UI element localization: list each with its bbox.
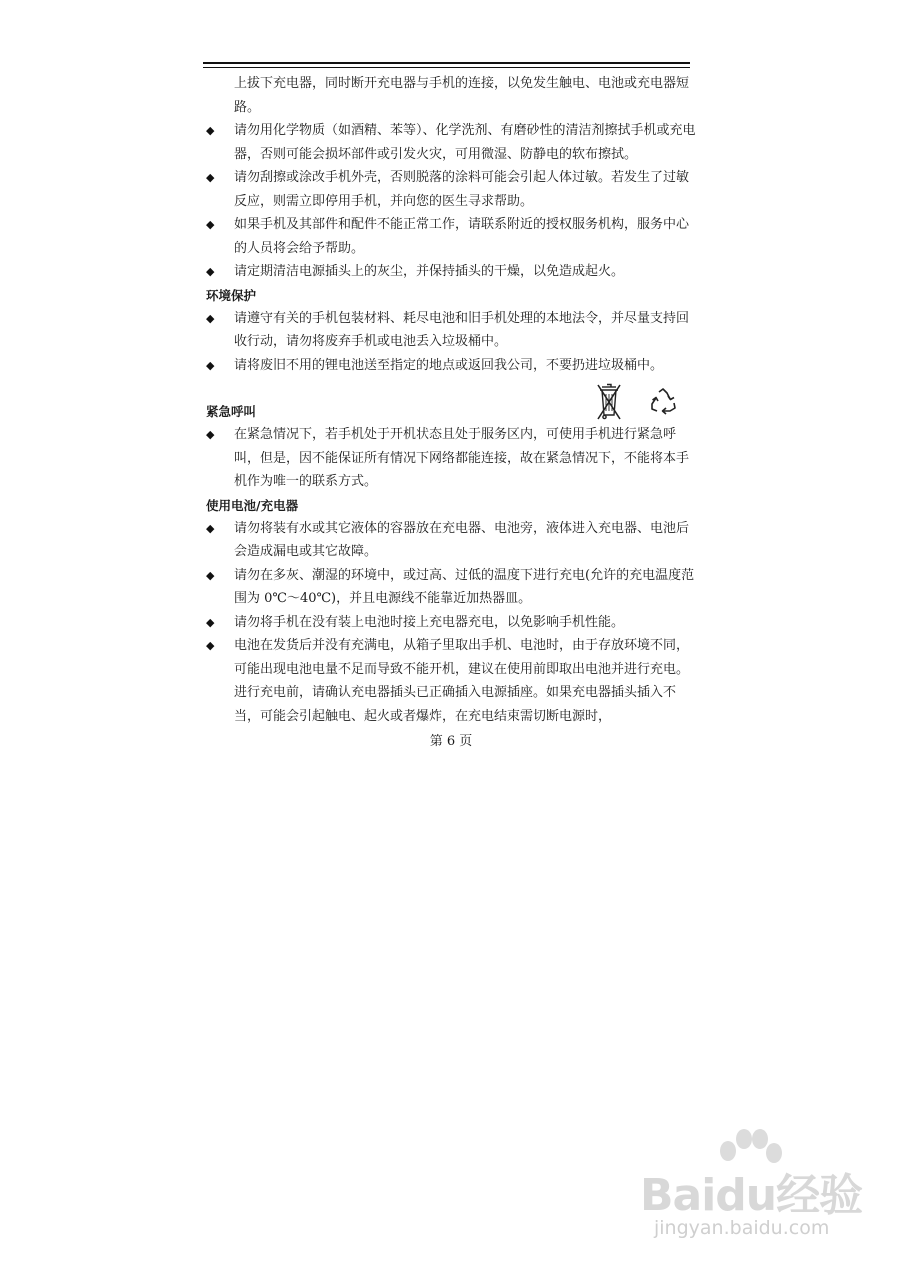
- bullet-item: [206, 260, 696, 284]
- header-rule: [203, 62, 690, 64]
- section-heading-battery: 使用电池/充电器: [206, 497, 299, 513]
- bullet-item: [206, 213, 696, 260]
- diamond-bullet-icon: ◆: [206, 639, 215, 652]
- diamond-bullet-icon: ◆: [206, 311, 215, 325]
- watermark-brand: Baidu经验: [640, 1170, 863, 1221]
- bullet-text: 请将废旧不用的锂电池送至指定的地点或返回我公司，不要扔进垃圾桶中。: [234, 357, 664, 373]
- paragraph-text: 上拔下充电器，同时断开充电器与手机的连接，以免发生触电、电池或充电器短路。: [234, 76, 690, 115]
- bullet-text: 在紧急情况下，若手机处于开机状态且处于服务区内，可使用手机进行紧急呼叫，但是，因不能保证所有情况下网络都能连接，故在紧急情况下，不能将本手机作为唯一的联系方式。: [234, 427, 690, 489]
- diamond-bullet-icon: ◆: [206, 568, 215, 582]
- diamond-bullet-icon: ◆: [206, 615, 215, 629]
- diamond-bullet-icon: ◆: [206, 265, 215, 278]
- bullet-item: [206, 634, 696, 728]
- watermark-url: jingyan.baidu.com: [654, 1217, 830, 1239]
- bullet-text: 电池在发货后并没有充满电，从箱子里取出手机、电池时，由于存放环境不同，可能出现电池电量不足而导致不能开机，建议在使用前即取出电池并进行充电。进行充电前，请确认充电器插头已正确插入电源插座。如果充电器插头插入不当，可能会引起触电、起火或者爆炸，在充电结束需切断电源时，: [234, 638, 690, 724]
- bullet-text: 请勿刮擦或涂改手机外壳，否则脱落的涂料可能会引起人体过敏。若发生了过敏反应，则需立即停用手机，并向您的医生寻求帮助。: [234, 170, 690, 209]
- bullet-text: 请勿在多灰、潮湿的环境中，或过高、过低的温度下进行充电(允许的充电温度范围为 0℃～40℃)，并且电源线不能靠近加热器皿。: [234, 567, 695, 606]
- bullet-text: 如果手机及其部件和配件不能正常工作，请联系附近的授权服务机构，服务中心的人员将会给予帮助。: [234, 217, 690, 256]
- bullet-text: 请勿将装有水或其它液体的容器放在充电器、电池旁，液体进入充电器、电池后会造成漏电或其它故障。: [234, 520, 690, 559]
- bullet-item: [206, 564, 696, 611]
- diamond-bullet-icon: ◆: [206, 171, 215, 184]
- bullet-item: [206, 611, 696, 635]
- disposal-icons: [596, 383, 678, 421]
- bullet-text: 请定期清洁电源插头上的灰尘，并保持插头的干燥，以免造成起火。: [234, 264, 625, 279]
- bullet-item: [206, 517, 696, 564]
- section-heading-emergency: 紧急呼叫: [206, 404, 257, 419]
- diamond-bullet-icon: ◆: [206, 358, 215, 372]
- diamond-bullet-icon: ◆: [206, 124, 215, 137]
- document-body: [206, 72, 696, 753]
- bullet-item: [206, 354, 696, 378]
- bullet-item: [206, 166, 696, 213]
- bullet-item: [206, 119, 696, 166]
- recycle-icon: [648, 387, 678, 417]
- emergency-heading-row: [206, 377, 696, 423]
- watermark: [640, 1135, 890, 1255]
- diamond-bullet-icon: ◆: [206, 428, 215, 441]
- bullet-text: 请勿用化学物质（如酒精、苯等）、化学洗剂、有磨砂性的清洁剂擦拭手机或充电器，否则可能会损坏部件或引发火灾，可用微湿、防静电的软布擦拭。: [234, 123, 696, 162]
- diamond-bullet-icon: ◆: [206, 218, 215, 231]
- section-heading-environment: 环境保护: [206, 287, 257, 303]
- diamond-bullet-icon: ◆: [206, 521, 215, 535]
- bullet-item: [206, 307, 696, 354]
- header-rule-thin: [203, 67, 690, 68]
- bullet-item: [206, 423, 696, 494]
- crossed-bin-icon: [596, 383, 622, 421]
- paragraph-continued: [206, 72, 696, 119]
- page-number: 第 6 页: [429, 734, 473, 749]
- bullet-text: 请遵守有关的手机包装材料、耗尽电池和旧手机处理的本地法令，并尽量支持回收行动，请勿将废弃手机或电池丢入垃圾桶中。: [234, 310, 690, 349]
- bullet-text: 请勿将手机在没有装上电池时接上充电器充电，以免影响手机性能。: [234, 614, 625, 630]
